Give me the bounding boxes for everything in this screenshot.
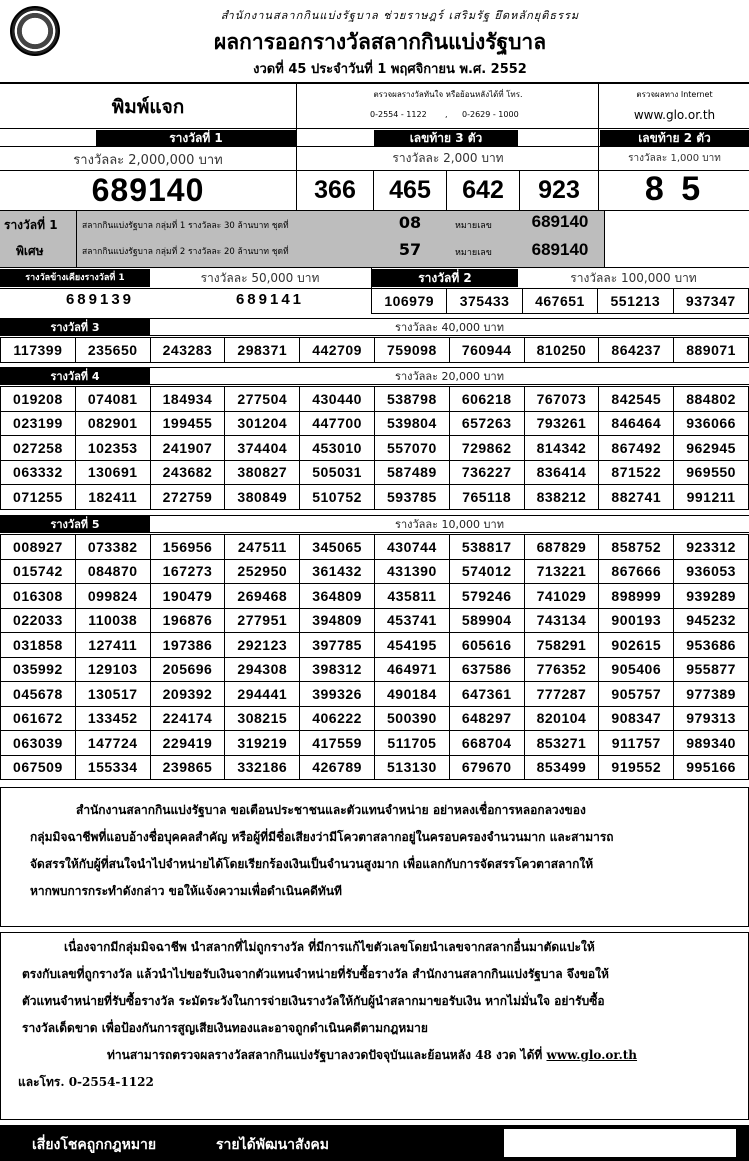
first-prize-label: รางวัลที่ 1	[96, 130, 296, 146]
prize4-number: 241907	[150, 436, 225, 461]
prize5-number: 308215	[225, 706, 300, 731]
prize5-number: 224174	[150, 706, 225, 731]
prize4-number: 557070	[374, 436, 449, 461]
last2-number: 8 5	[644, 170, 705, 208]
prize4-number: 538798	[374, 387, 449, 412]
prize4-number: 082901	[75, 411, 150, 436]
prize5-number: 294308	[225, 657, 300, 682]
prize5-number: 574012	[449, 559, 524, 584]
notice-line: เนื่องจากมีกลุ่มมิจฉาชีพ นำสลากที่ไม่ถูกรางวัล ที่มีการแก้ไขตัวเลขโดยนำเลขจากสลากอื่นมาตัดแปะให้	[64, 940, 595, 954]
prize4-number: 199455	[150, 411, 225, 436]
prize3-number: 235650	[75, 338, 150, 363]
prize4-row	[1, 411, 749, 436]
phone-2: 0-2629 - 1000	[462, 110, 519, 119]
draw-date: งวดที่ 45 ประจำวันที่ 1 พฤศจิกายน พ.ศ. 2552	[253, 62, 527, 77]
footer-blank-box	[504, 1129, 736, 1157]
prize5-number: 500390	[374, 706, 449, 731]
prize4-number: 593785	[374, 485, 449, 510]
prize4-number: 867492	[599, 436, 674, 461]
prize5-number: 977389	[674, 682, 749, 707]
prize5-number: 776352	[524, 657, 599, 682]
last3-number: 642	[462, 176, 504, 204]
prize3-number: 243283	[150, 338, 225, 363]
prize3-number: 889071	[674, 338, 749, 363]
prize5-number: 538817	[449, 535, 524, 560]
prize2-label: รางวัลที่ 2	[372, 269, 518, 287]
prize5-number: 345065	[300, 535, 375, 560]
special-row-no-label: หมายเลข	[455, 221, 492, 231]
near-first-amount: รางวัลละ 50,000 บาท	[200, 271, 320, 285]
prize2-number: 106979	[372, 289, 447, 314]
prize4-number: 430440	[300, 387, 375, 412]
prize5-number: 936053	[674, 559, 749, 584]
prize5-number: 853499	[524, 755, 599, 780]
prize5-number: 945232	[674, 608, 749, 633]
prize5-number: 394809	[300, 608, 375, 633]
prize3-number: 760944	[449, 338, 524, 363]
prize2-number: 467651	[522, 289, 597, 314]
prize5-number: 031858	[1, 633, 76, 658]
prize4-number: 102353	[75, 436, 150, 461]
special-row-no-label: หมายเลข	[455, 248, 492, 258]
prize5-number: 939289	[674, 584, 749, 609]
prize5-number: 637586	[449, 657, 524, 682]
last3-amount: รางวัลละ 2,000 บาท	[392, 151, 504, 165]
prize5-number: 045678	[1, 682, 76, 707]
prize5-number: 820104	[524, 706, 599, 731]
prize5-row	[1, 731, 749, 756]
prize4-number: 765118	[449, 485, 524, 510]
prize5-number: 743134	[524, 608, 599, 633]
special-row-number: 689140	[531, 212, 589, 231]
prize5-header	[0, 515, 749, 533]
prize4-number: 019208	[1, 387, 76, 412]
prize4-number: 063332	[1, 460, 76, 485]
prize4-header	[0, 367, 749, 385]
prize4-number: 657263	[449, 411, 524, 436]
prize5-number: 269468	[225, 584, 300, 609]
prize5-number: 016308	[1, 584, 76, 609]
phone-line: และโทร. 0-2554-1122	[18, 1075, 154, 1089]
prize5-number: 129103	[75, 657, 150, 682]
notice-line: หากพบการกระทำดังกล่าว ขอให้แจ้งความเพื่อดำเนินคดีทันที	[30, 884, 342, 898]
special-row-text: สลากกินแบ่งรัฐบาล กลุ่มที่ 1 รางวัลละ 30 ล้านบาท ชุดที่	[82, 221, 289, 231]
prize4-number: 871522	[599, 460, 674, 485]
special-row-set: 08	[398, 213, 422, 232]
prize4-number: 969550	[674, 460, 749, 485]
prize5-number: 110038	[75, 608, 150, 633]
prize5-number: 022033	[1, 608, 76, 633]
phone-1: 0-2554 - 1122	[370, 110, 427, 119]
phone-separator: ,	[445, 110, 448, 119]
prize5-number: 247511	[225, 535, 300, 560]
prize5-number: 399326	[300, 682, 375, 707]
prize3-table	[0, 337, 749, 363]
prize5-number: 067509	[1, 755, 76, 780]
prize5-number: 364809	[300, 584, 375, 609]
page-title: ผลการออกรางวัลสลากกินแบ่งรัฐบาล	[213, 30, 547, 54]
prize5-number: 741029	[524, 584, 599, 609]
prize5-number: 464971	[374, 657, 449, 682]
prize5-number: 953686	[674, 633, 749, 658]
notice-line: ตรงกับเลขที่ถูกรางวัล แล้วนำไปขอรับเงินจากตัวแทนจำหน่ายที่รับซื้อรางวัล สำนักงานสลากกินแบ่งรัฐบาล จึงขอให้	[22, 967, 609, 981]
notice-line: ตัวแทนจำหน่ายที่รับซื้อรางวัล ระมัดระวังในการจ่ายเงินรางวัลให้กับผู้นำสลากมาขอรับเงิน หากไม่มั่นใจ อย่ารับซื้อ	[22, 994, 605, 1008]
prize5-number: 853271	[524, 731, 599, 756]
prize5-row	[1, 657, 749, 682]
prize3-header	[0, 318, 749, 336]
prize5-amount: รางวัลละ 10,000 บาท	[395, 518, 504, 531]
prize4-number: 814342	[524, 436, 599, 461]
prize5-number: 898999	[599, 584, 674, 609]
notice-line: สำนักงานสลากกินแบ่งรัฐบาล ขอเตือนประชาชนและตัวแทนจำหน่าย อย่าหลงเชื่อการหลอกลวงของ	[76, 803, 586, 817]
prize5-row	[1, 682, 749, 707]
prize2-number: 551213	[598, 289, 673, 314]
prize4-number: 074081	[75, 387, 150, 412]
prize4-number: 510752	[300, 485, 375, 510]
prize4-row	[1, 436, 749, 461]
phone-note: ตรวจผลรางวัลทันใจ หรือย้อนหลังได้ที่ โทร.	[373, 90, 523, 99]
prize3-number: 117399	[1, 338, 76, 363]
prize5-number: 035992	[1, 657, 76, 682]
prize2-amount: รางวัลละ 100,000 บาท	[570, 271, 697, 285]
prize4-number: 505031	[300, 460, 375, 485]
prize4-number: 962945	[674, 436, 749, 461]
prize4-number: 023199	[1, 411, 76, 436]
prize4-table	[0, 386, 749, 510]
last2-amount: รางวัลละ 1,000 บาท	[628, 153, 721, 164]
prize5-row	[1, 559, 749, 584]
prize5-number: 084870	[75, 559, 150, 584]
notice-line: จัดสรรให้กับผู้ที่สนใจนำไปจำหน่ายได้โดยเรียกร้องเงินเป็นจำนวนสูงมาก เพื่อแลกกับการจัดสรรโควตาสลากให้	[30, 857, 594, 871]
website-link[interactable]: www.glo.or.th	[633, 108, 716, 122]
prize3-number: 442709	[300, 338, 375, 363]
prize5-number: 127411	[75, 633, 150, 658]
prize5-number: 454195	[374, 633, 449, 658]
prize4-number: 380849	[225, 485, 300, 510]
prize5-number: 426789	[300, 755, 375, 780]
prize4-number: 606218	[449, 387, 524, 412]
special-label-2: พิเศษ	[16, 244, 44, 258]
prize5-row	[1, 584, 749, 609]
prize4-number: 243682	[150, 460, 225, 485]
prize5-number: 398312	[300, 657, 375, 682]
prize3-label: รางวัลที่ 3	[0, 319, 150, 336]
prize4-number: 272759	[150, 485, 225, 510]
prize5-table	[0, 534, 749, 780]
prize5-number: 867666	[599, 559, 674, 584]
prize5-number: 292123	[225, 633, 300, 658]
prize4-row	[1, 387, 749, 412]
first-prize-amount: รางวัลละ 2,000,000 บาท	[73, 153, 223, 168]
special-label-1: รางวัลที่ 1	[4, 218, 58, 232]
prize5-row	[1, 535, 749, 560]
prize5-number: 229419	[150, 731, 225, 756]
prize5-number: 919552	[599, 755, 674, 780]
prize4-number: 736227	[449, 460, 524, 485]
prize5-number: 908347	[599, 706, 674, 731]
prize5-number: 490184	[374, 682, 449, 707]
prize5-number: 332186	[225, 755, 300, 780]
prize5-number: 130517	[75, 682, 150, 707]
prize5-number: 995166	[674, 755, 749, 780]
prize5-label: รางวัลที่ 5	[0, 516, 150, 533]
first-prize-number: 689140	[91, 172, 205, 208]
prize4-number: 991211	[674, 485, 749, 510]
prize4-row	[1, 460, 749, 485]
prize4-number: 453010	[300, 436, 375, 461]
prize4-number: 374404	[225, 436, 300, 461]
prize5-number: 190479	[150, 584, 225, 609]
prize4-label: รางวัลที่ 4	[0, 368, 150, 385]
prize4-number: 184934	[150, 387, 225, 412]
prize5-number: 513130	[374, 755, 449, 780]
prize5-number: 156956	[150, 535, 225, 560]
motto: สำนักงานสลากกินแบ่งรัฐบาล ช่วยราษฎร์ เสริมรัฐ ยึดหลักยุติธรรม	[220, 9, 580, 22]
prize2-number: 937347	[673, 289, 748, 314]
prize4-number: 793261	[524, 411, 599, 436]
special-row-text: สลากกินแบ่งรัฐบาล กลุ่มที่ 2 รางวัลละ 20 ล้านบาท ชุดที่	[82, 247, 289, 257]
prize5-number: 147724	[75, 731, 150, 756]
prize5-number: 061672	[1, 706, 76, 731]
prize5-number: 209392	[150, 682, 225, 707]
prize4-number: 277504	[225, 387, 300, 412]
prize5-number: 955877	[674, 657, 749, 682]
prize5-row	[1, 608, 749, 633]
prize5-number: 015742	[1, 559, 76, 584]
prize5-number: 252950	[225, 559, 300, 584]
prize5-number: 605616	[449, 633, 524, 658]
last3-number: 923	[538, 176, 580, 204]
special-row-set: 57	[398, 240, 422, 259]
last3-label: เลขท้าย 3 ตัว	[374, 130, 518, 146]
prize4-number: 587489	[374, 460, 449, 485]
prize5-number: 431390	[374, 559, 449, 584]
check-line: ท่านสามารถตรวจผลรางวัลสลากกินแบ่งรัฐบาลงวดปัจจุบันและย้อนหลัง 48 งวด ได้ที่	[107, 1048, 543, 1062]
prize5-number: 205696	[150, 657, 225, 682]
prize5-number: 589904	[449, 608, 524, 633]
prize5-number: 758291	[524, 633, 599, 658]
prize5-number: 417559	[300, 731, 375, 756]
prize5-row	[1, 755, 749, 780]
prize5-number: 167273	[150, 559, 225, 584]
prize3-number: 810250	[524, 338, 599, 363]
prize5-number: 647361	[449, 682, 524, 707]
prize4-number: 842545	[599, 387, 674, 412]
prize5-number: 319219	[225, 731, 300, 756]
prize5-number: 406222	[300, 706, 375, 731]
prize4-number: 447700	[300, 411, 375, 436]
prize5-number: 905406	[599, 657, 674, 682]
prize4-number: 539804	[374, 411, 449, 436]
prize5-number: 294441	[225, 682, 300, 707]
prize4-number: 838212	[524, 485, 599, 510]
print-label: พิมพ์แจก	[111, 96, 185, 118]
prize3-number: 759098	[374, 338, 449, 363]
last2-label: เลขท้าย 2 ตัว	[600, 130, 749, 146]
prize5-number: 511705	[374, 731, 449, 756]
prize4-amount: รางวัลละ 20,000 บาท	[395, 370, 504, 383]
prize5-row	[1, 633, 749, 658]
prize4-number: 846464	[599, 411, 674, 436]
prize5-number: 453741	[374, 608, 449, 633]
footer-slogan-1: เสี่ยงโชคถูกกฎหมาย	[32, 1137, 157, 1153]
prize4-number: 767073	[524, 387, 599, 412]
government-seal-icon	[10, 6, 60, 56]
prize3-number: 298371	[225, 338, 300, 363]
prize4-number: 301204	[225, 411, 300, 436]
prize5-number: 277951	[225, 608, 300, 633]
near-first-number: 689139	[65, 291, 135, 308]
prize5-number: 979313	[674, 706, 749, 731]
near-first-label: รางวัลข้างเคียงรางวัลที่ 1	[0, 269, 150, 287]
prize5-number: 430744	[374, 535, 449, 560]
prize5-number: 902615	[599, 633, 674, 658]
prize4-number: 882741	[599, 485, 674, 510]
check-url-link[interactable]: www.glo.or.th	[546, 1048, 638, 1062]
prize5-number: 196876	[150, 608, 225, 633]
last3-number: 366	[314, 176, 356, 204]
prize4-number: 884802	[674, 387, 749, 412]
prize5-number: 777287	[524, 682, 599, 707]
prize4-number: 729862	[449, 436, 524, 461]
internet-label: ตรวจผลทาง Internet	[636, 90, 713, 99]
prize5-number: 397785	[300, 633, 375, 658]
prize4-number: 936066	[674, 411, 749, 436]
notice-2	[18, 934, 722, 1096]
prize5-number: 900193	[599, 608, 674, 633]
prize4-number: 130691	[75, 460, 150, 485]
footer	[0, 1125, 749, 1161]
prize5-number: 155334	[75, 755, 150, 780]
header	[0, 0, 749, 82]
prize4-number: 182411	[75, 485, 150, 510]
prize5-number: 099824	[75, 584, 150, 609]
prize4-number: 836414	[524, 460, 599, 485]
prize5-number: 687829	[524, 535, 599, 560]
prize5-number: 008927	[1, 535, 76, 560]
prize5-number: 435811	[374, 584, 449, 609]
prize5-number: 923312	[674, 535, 749, 560]
prize5-number: 858752	[599, 535, 674, 560]
prize5-number: 579246	[449, 584, 524, 609]
prize5-number: 133452	[75, 706, 150, 731]
notice-line: กลุ่มมิจฉาชีพที่แอบอ้างชื่อบุคคลสำคัญ หรือผู้ที่มีชื่อเสียงว่ามีโควตาสลากอยู่ในครอบครองจำนวนมาก และสามารถ	[30, 830, 614, 844]
prize5-number: 239865	[150, 755, 225, 780]
notice-1	[30, 797, 720, 905]
prize5-number: 063039	[1, 731, 76, 756]
prize3-amount: รางวัลละ 40,000 บาท	[395, 321, 504, 334]
prize5-number: 648297	[449, 706, 524, 731]
prize5-number: 911757	[599, 731, 674, 756]
prize5-number: 361432	[300, 559, 375, 584]
near-first-number: 689141	[235, 291, 305, 308]
prize4-number: 071255	[1, 485, 76, 510]
prize2-table	[371, 288, 749, 314]
last3-number: 465	[389, 176, 431, 204]
prize5-number: 905757	[599, 682, 674, 707]
special-row-number: 689140	[531, 240, 589, 259]
prize4-number: 380827	[225, 460, 300, 485]
prize5-row	[1, 706, 749, 731]
prize4-row	[1, 485, 749, 510]
prize3-number: 864237	[599, 338, 674, 363]
notice-line: รางวัลเด็ดขาด เพื่อป้องกันการสูญเสียเงินทองและอาจถูกดำเนินคดีตามกฎหมาย	[22, 1021, 428, 1035]
prize5-number: 073382	[75, 535, 150, 560]
prize2-number: 375433	[447, 289, 522, 314]
prize5-number: 197386	[150, 633, 225, 658]
prize5-number: 668704	[449, 731, 524, 756]
prize4-number: 027258	[1, 436, 76, 461]
prize5-number: 713221	[524, 559, 599, 584]
prize5-number: 679670	[449, 755, 524, 780]
footer-slogan-2: รายได้พัฒนาสังคม	[216, 1137, 329, 1153]
prize5-number: 989340	[674, 731, 749, 756]
